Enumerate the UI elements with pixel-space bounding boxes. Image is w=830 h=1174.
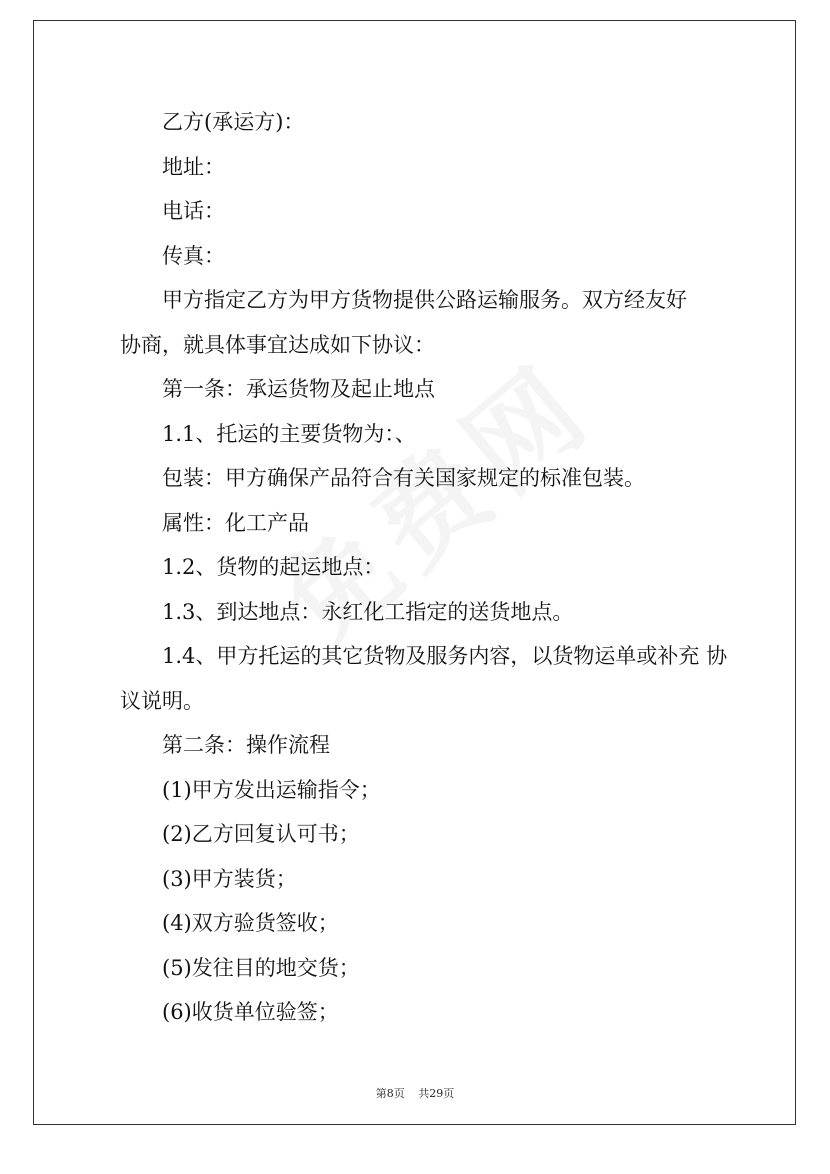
page-footer xyxy=(0,1085,830,1101)
fax-label: 传真： xyxy=(162,243,225,268)
clause-1-1: 1.1、托运的主要货物为：、 xyxy=(162,421,416,446)
party-b-label: 乙方(承运方)： xyxy=(162,110,305,134)
step-1: (1)甲方发出运输指令； xyxy=(162,777,381,802)
step-4: (4)双方验货签收； xyxy=(162,911,339,935)
step-6: (6)收货单位验签； xyxy=(162,1000,339,1024)
address-label: 地址： xyxy=(162,154,225,179)
intro-paragraph-line-1: 甲方指定乙方为甲方货物提供公路运输服务。双方经友好 xyxy=(162,288,687,312)
article-2-heading: 第二条：操作流程 xyxy=(162,733,330,757)
step-3: (3)甲方装货； xyxy=(162,866,297,891)
property-clause: 属性：化工产品 xyxy=(162,510,309,535)
step-5: (5)发往目的地交货； xyxy=(162,955,360,980)
article-1-heading: 第一条：承运货物及起止地点 xyxy=(162,377,435,401)
clause-1-4-line-2: 议说明。 xyxy=(120,688,204,713)
page-number-total: 共29页 xyxy=(418,1087,455,1100)
step-2: (2)乙方回复认可书； xyxy=(162,822,360,846)
page-number-current: 第8页 xyxy=(375,1087,405,1100)
intro-paragraph-line-2: 协商，就具体事宜达成如下协议： xyxy=(120,332,435,357)
document-body xyxy=(120,100,728,1035)
packaging-clause: 包装：甲方确保产品符合有关国家规定的标准包装。 xyxy=(162,466,645,490)
clause-1-4-line-1: 1.4、甲方托运的其它货物及服务内容，以货物运单或补充 协 xyxy=(162,644,728,668)
clause-1-3: 1.3、到达地点：永红化工指定的送货地点。 xyxy=(162,599,574,624)
phone-label: 电话： xyxy=(162,199,225,223)
clause-1-2: 1.2、货物的起运地点： xyxy=(162,555,385,579)
